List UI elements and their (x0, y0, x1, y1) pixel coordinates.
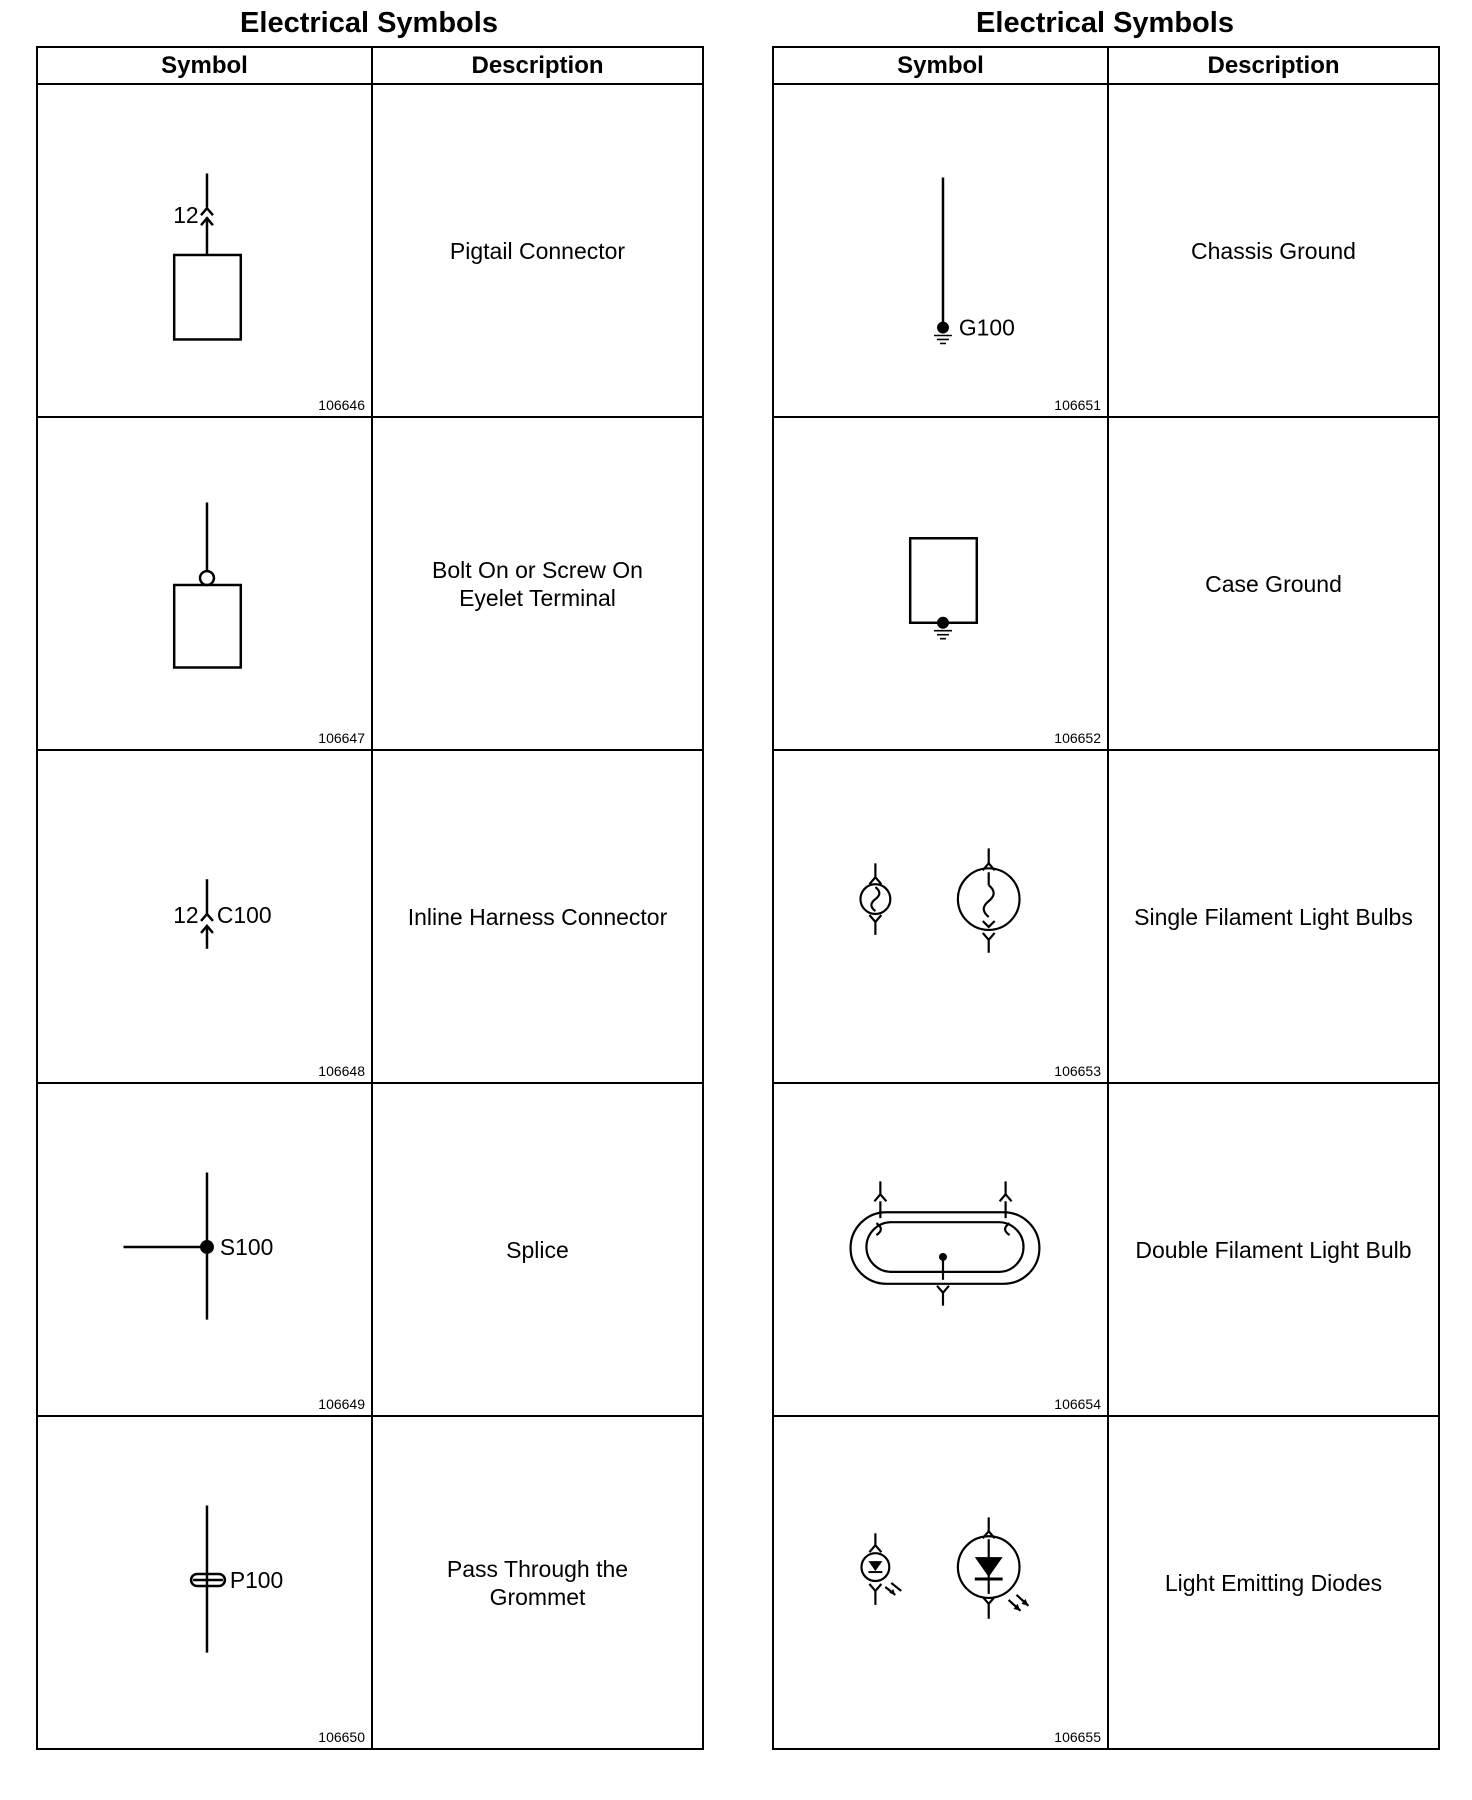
table-row (37, 750, 703, 1083)
description-text: Bolt On or Screw On Eyelet Terminal (432, 556, 643, 611)
panel-title: Electrical Symbols (240, 7, 498, 39)
description-cell (1108, 417, 1439, 750)
symbols-table (36, 46, 704, 1750)
figure-number: 106655 (1054, 1729, 1101, 1745)
figure-number: 106653 (1054, 1063, 1101, 1079)
figure-number: 106646 (318, 397, 365, 413)
description-text: Single Filament Light Bulbs (1134, 903, 1413, 930)
symbol-cell (773, 1416, 1108, 1749)
table-row (773, 750, 1439, 1083)
symbol-cell (37, 417, 372, 750)
splice-symbol (38, 1084, 371, 1415)
led-symbol (774, 1417, 1107, 1748)
symbols-table (772, 46, 1440, 1750)
symbol-cell (37, 1083, 372, 1416)
figure-number: 106649 (318, 1396, 365, 1412)
pigtail-connector-symbol (38, 85, 371, 416)
symbol-cell (37, 84, 372, 417)
symbol-cell (773, 84, 1108, 417)
table-row (773, 1083, 1439, 1416)
table-row (37, 1416, 703, 1749)
description-cell (1108, 750, 1439, 1083)
description-cell (372, 84, 703, 417)
description-cell (1108, 1083, 1439, 1416)
connector-id-label: C100 (216, 901, 272, 928)
symbol-cell (773, 417, 1108, 750)
table-row (773, 417, 1439, 750)
figure-number: 106651 (1054, 397, 1101, 413)
description-text: Light Emitting Diodes (1164, 1569, 1383, 1596)
table-header-row (37, 47, 703, 84)
description-cell (372, 417, 703, 750)
description-text: Inline Harness Connector (407, 903, 668, 930)
description-column-header: Description (372, 47, 703, 84)
table-row (37, 417, 703, 750)
table-row (37, 84, 703, 417)
ground-id-label: G100 (958, 314, 1015, 341)
symbol-cell (37, 750, 372, 1083)
symbols-panel-left (36, 0, 702, 1750)
description-text: Splice (506, 1236, 569, 1263)
wire-number-label: 12 (173, 202, 199, 229)
description-text: Double Filament Light Bulb (1135, 1236, 1412, 1263)
description-text: Chassis Ground (1191, 237, 1356, 264)
figure-number: 106647 (318, 730, 365, 746)
figure-number: 106652 (1054, 730, 1101, 746)
description-cell (372, 750, 703, 1083)
description-cell (372, 1083, 703, 1416)
wire-number-label: 12 (173, 901, 199, 928)
description-column-header: Description (1108, 47, 1439, 84)
table-row (773, 84, 1439, 417)
inline-connector-symbol (38, 751, 371, 1082)
symbol-cell (37, 1416, 372, 1749)
description-cell (1108, 1416, 1439, 1749)
figure-number: 106648 (318, 1063, 365, 1079)
symbol-cell (773, 750, 1108, 1083)
grommet-symbol (38, 1417, 371, 1748)
symbol-column-header: Symbol (37, 47, 372, 84)
splice-id-label: S100 (219, 1233, 274, 1260)
table-row (37, 1083, 703, 1416)
description-text: Pass Through the Grommet (446, 1555, 629, 1610)
description-cell (372, 1416, 703, 1749)
description-text: Pigtail Connector (449, 237, 626, 264)
single-filament-bulbs-symbol (774, 751, 1107, 1082)
symbol-cell (773, 1083, 1108, 1416)
chassis-ground-symbol (774, 85, 1107, 416)
description-text: Case Ground (1205, 570, 1342, 597)
description-cell (1108, 84, 1439, 417)
case-ground-symbol (774, 418, 1107, 749)
grommet-id-label: P100 (229, 1566, 284, 1593)
figure-number: 106654 (1054, 1396, 1101, 1412)
double-filament-bulb-symbol (774, 1084, 1107, 1415)
table-header-row (773, 47, 1439, 84)
figure-number: 106650 (318, 1729, 365, 1745)
symbol-column-header: Symbol (773, 47, 1108, 84)
panel-title: Electrical Symbols (976, 7, 1234, 39)
table-row (773, 1416, 1439, 1749)
eyelet-terminal-symbol (38, 418, 371, 749)
symbols-panel-right (772, 0, 1438, 1750)
